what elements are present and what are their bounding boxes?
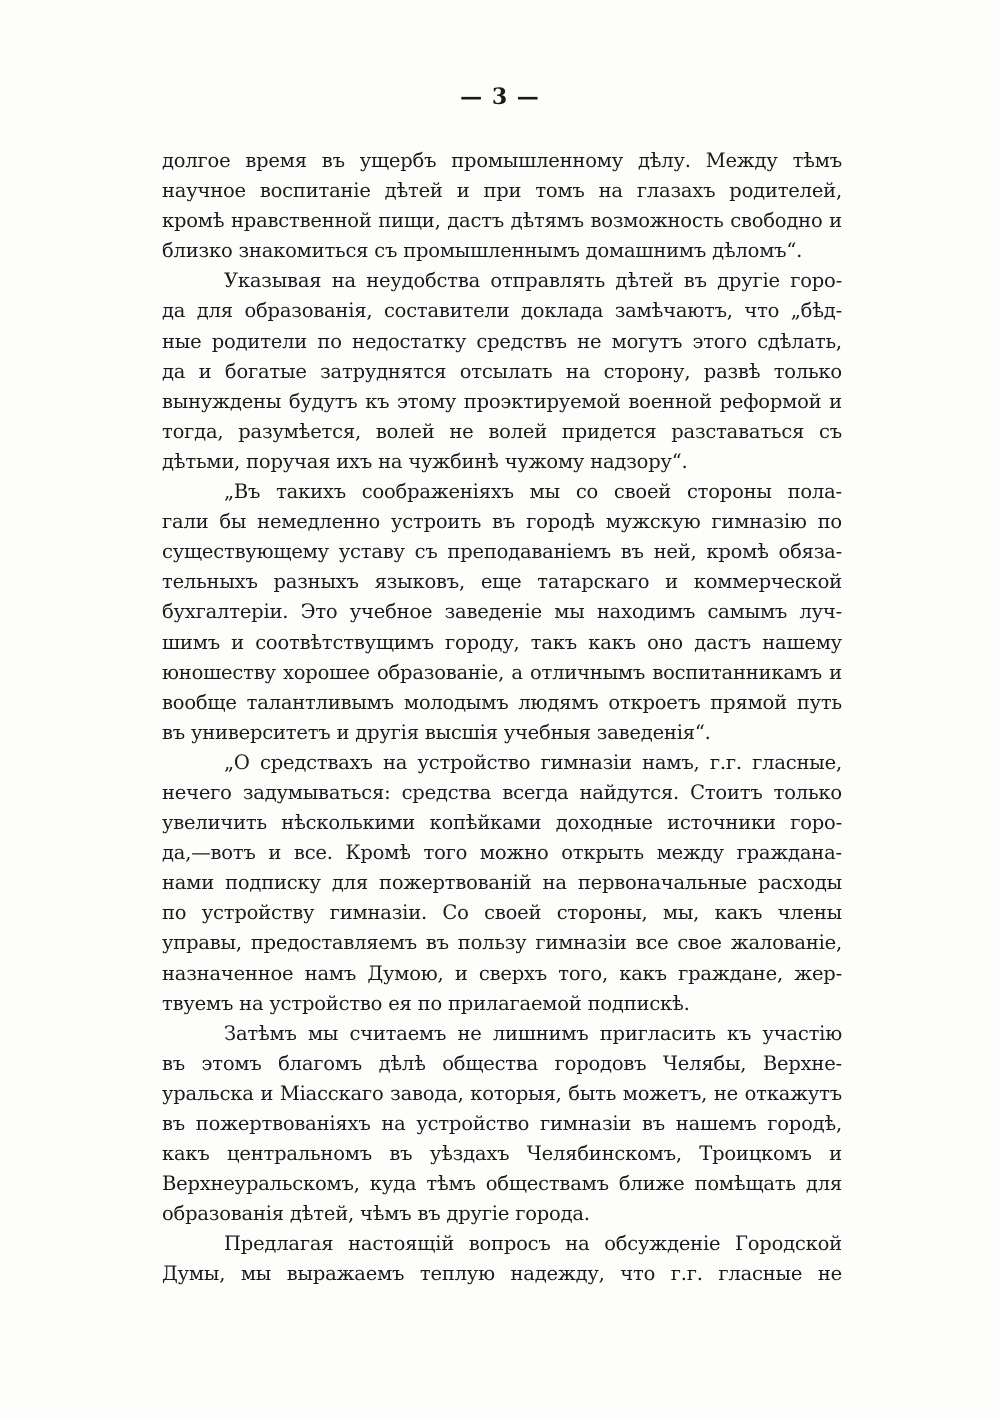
text-line: Затѣмъ мы считаемъ не лишнимъ пригласить къ участію xyxy=(224,1021,842,1045)
text-line: въ этомъ благомъ дѣлѣ общества городовъ Челябы, Верхне- xyxy=(162,1051,842,1075)
text-line: увеличить нѣсколькими копѣйками доходные источники горо- xyxy=(162,811,842,835)
text-line: Указывая на неудобства отправлять дѣтей въ другіе горо- xyxy=(224,269,842,293)
text-line: тельныхъ разныхъ языковъ, еще татарскаго и коммерческой xyxy=(162,570,842,594)
text-line: да,—вотъ и все. Кромѣ того можно открыть между граждана- xyxy=(162,841,842,865)
text-line: да для образованія, составители доклада замѣчаютъ, что „бѣд- xyxy=(162,299,842,323)
text-line: Верхнеуральскомъ, куда тѣмъ обществамъ ближе помѣщать для xyxy=(162,1172,842,1196)
text-line: „Въ такихъ соображеніяхъ мы со своей стороны пола- xyxy=(224,480,842,504)
text-line: дѣтьми, поручая ихъ на чужбинѣ чужому надзору“. xyxy=(162,449,688,473)
text-line: ные родители по недостатку средствъ не могутъ этого сдѣлать, xyxy=(162,329,842,353)
text-line: гали бы немедленно устроить въ городѣ мужскую гимназію по xyxy=(162,510,842,534)
text-line: кромѣ нравственной пищи, дастъ дѣтямъ возможность свободно и xyxy=(162,209,842,233)
text-line: шимъ и соотвѣтствущимъ городу, такъ какъ оно дастъ нашему xyxy=(162,630,842,654)
text-line: Предлагая настоящій вопросъ на обсужденіе Городской xyxy=(224,1232,842,1256)
text-line: управы, предоставляемъ въ пользу гимназіи все свое жалованіе, xyxy=(162,931,842,955)
text-line: юношеству хорошее образованіе, а отличнымъ воспитанникамъ и xyxy=(162,660,842,684)
text-line: „О средствахъ на устройство гимназіи намъ, г.г. гласные, xyxy=(224,750,842,774)
body-text xyxy=(162,146,842,1290)
text-line: вообще талантливымъ молодымъ людямъ откроетъ прямой путь xyxy=(162,690,842,714)
text-line: да и богатые затруднятся отсылать на сторону, развѣ только xyxy=(162,359,842,383)
text-line: въ пожертвованіяхъ на устройство гимназіи въ нашемъ городѣ, xyxy=(162,1112,842,1135)
page-number: — 3 — xyxy=(460,84,540,110)
text-line: какъ центральномъ въ уѣздахъ Челябинскомъ, Троицкомъ и xyxy=(162,1142,842,1166)
text-line: вынуждены будутъ къ этому проэктируемой военной реформой и xyxy=(162,389,842,413)
text-line: нечего задумываться: средства всегда найдутся. Стоитъ только xyxy=(162,780,842,804)
text-line: существующему уставу съ преподаваніемъ въ ней, кромѣ обяза- xyxy=(162,540,842,564)
text-line: долгое время въ ущербъ промышленному дѣлу. Между тѣмъ xyxy=(162,149,842,172)
text-line: близко знакомиться съ промышленнымъ домашнимъ дѣломъ“. xyxy=(162,239,803,263)
text-line: по устройству гимназіи. Со своей стороны, мы, какъ члены xyxy=(162,901,842,925)
text-line: въ университетъ и другія высшія учебныя заведенія“. xyxy=(162,720,711,744)
text-line: уральска и Міасскаго завода, которыя, быть можетъ, не откажутъ xyxy=(162,1081,842,1105)
text-line: нами подписку для пожертвованій на первоначальные расходы xyxy=(162,871,842,895)
text-line: образованія дѣтей, чѣмъ въ другіе города. xyxy=(162,1202,590,1226)
text-line: назначенное намъ Думою, и сверхъ того, какъ граждане, жер- xyxy=(162,961,842,985)
text-line: бухгалтеріи. Это учебное заведеніе мы находимъ самымъ луч- xyxy=(162,600,842,624)
text-line: научное воспитаніе дѣтей и при томъ на глазахъ родителей, xyxy=(162,179,842,203)
text-line: тогда, разумѣется, волей не волей придется разставаться съ xyxy=(162,419,842,443)
text-line: Думы, мы выражаемъ теплую надежду, что г.г. гласные не xyxy=(162,1262,842,1286)
text-line: твуемъ на устройство ея по прилагаемой подпискѣ. xyxy=(162,991,690,1015)
